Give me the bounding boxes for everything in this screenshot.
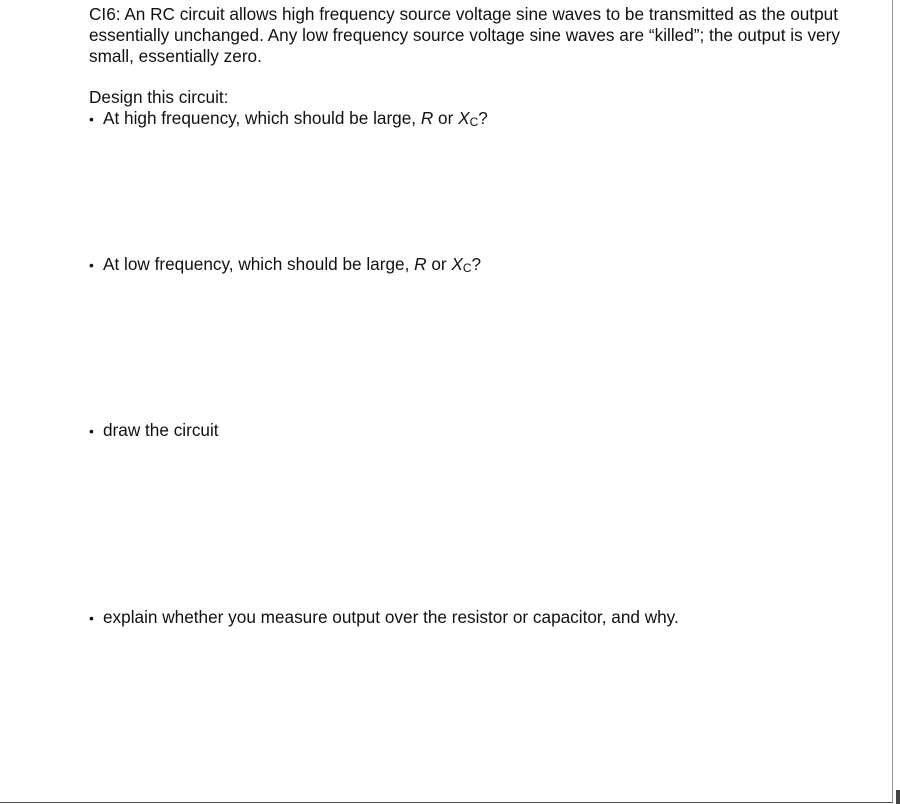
reactance-variable: X: [458, 108, 470, 128]
resistance-variable: R: [414, 254, 427, 274]
question-low-frequency: [89, 254, 481, 279]
page-edge-mark: [896, 790, 900, 804]
question-text: explain whether you measure output over the resistor or capacitor, and why.: [103, 607, 679, 627]
bullet-icon: •: [89, 257, 94, 273]
question-text: draw the circuit: [103, 420, 219, 440]
question-draw-circuit: [89, 420, 219, 442]
resistance-variable: R: [420, 108, 434, 128]
problem-statement: CI6: An RC circuit allows high frequency source voltage sine waves to be transmitted as the output essentially unchanged. Any low frequency source voltage sine waves are “killed”; the output is very small, essentially zero.: [89, 4, 840, 66]
bullet-icon: •: [89, 423, 94, 439]
question-high-frequency: [89, 108, 488, 133]
question-text: At high frequency, which should be large, R or XC?: [103, 108, 488, 129]
reactance-subscript: C: [462, 261, 472, 275]
reactance-variable: X: [451, 254, 463, 274]
bullet-icon: •: [89, 610, 94, 626]
reactance-subscript: C: [469, 115, 479, 129]
design-heading: Design this circuit:: [89, 87, 229, 107]
bullet-icon: •: [89, 111, 94, 127]
question-measure-output: [89, 607, 679, 629]
question-text: At low frequency, which should be large, R or XC?: [103, 254, 482, 275]
